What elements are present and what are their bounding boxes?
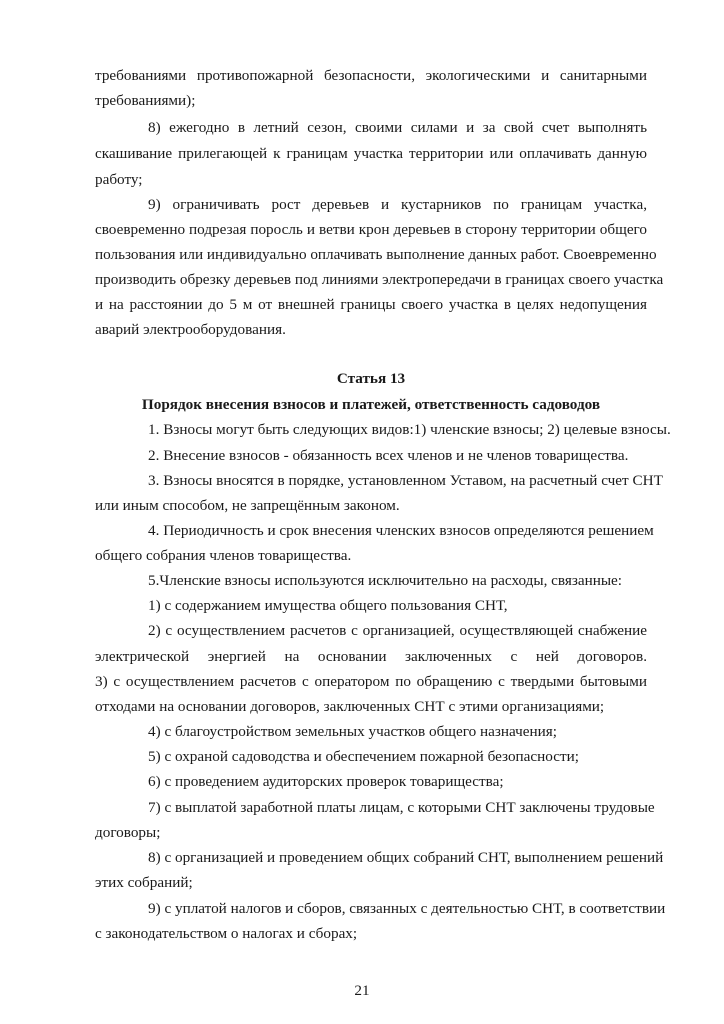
paragraph-line: или иным способом, не запрещённым законом. (95, 497, 400, 514)
paragraph-line: и на расстоянии до 5 м от внешней границы своего участка в целях недопущения (95, 296, 647, 313)
paragraph-line: требованиями противопожарной безопасности, экологическими и санитарными (95, 67, 647, 84)
paragraph-line: скашивание прилегающей к границам участка территории или оплачивать данную (95, 145, 647, 162)
paragraph-line: аварий электрооборудования. (95, 321, 286, 338)
article-title: Статья 13 (336, 370, 406, 387)
list-item-line: 9) с уплатой налогов и сборов, связанных с деятельностью СНТ, в соответствии (148, 900, 666, 917)
list-item-line: 4) с благоустройством земельных участков общего назначения; (148, 723, 557, 740)
paragraph-line: своевременно подрезая поросль и ветви крон деревьев в сторону территории общего (95, 221, 647, 238)
paragraph-line: 5.Членские взносы используются исключительно на расходы, связанные: (148, 572, 623, 589)
list-item-9-line: 9) ограничивать рост деревьев и кустарников по границам участка, (148, 196, 647, 213)
list-item-line: 2) с осуществлением расчетов с организацией, осуществляющей снабжение (148, 622, 647, 639)
paragraph-line: общего собрания членов товарищества. (95, 547, 352, 564)
paragraph-line: 4. Периодичность и срок внесения членских взносов определяются решением (148, 522, 654, 539)
list-item-line: этих собраний; (95, 874, 193, 891)
paragraph-line: требованиями); (95, 92, 196, 109)
list-item-line: 1) с содержанием имущества общего пользования СНТ, (148, 597, 508, 614)
paragraph-line: пользования или индивидуально оплачивать выполнение данных работ. Своевременно (95, 246, 657, 263)
paragraph-line: работу; (95, 171, 143, 188)
list-item-line: электрической энергией на основании заключенных с ней договоров. (95, 648, 647, 665)
list-item-line: с законодательством о налогах и сборах; (95, 925, 358, 942)
list-item-line: 5) с охраной садоводства и обеспечением пожарной безопасности; (148, 748, 579, 765)
paragraph-line: 1. Взносы могут быть следующих видов:1) членские взносы; 2) целевые взносы. (148, 421, 671, 438)
list-item-line: 8) с организацией и проведением общих собраний СНТ, выполнением решений (148, 849, 664, 866)
list-item-line: 6) с проведением аудиторских проверок товарищества; (148, 773, 504, 790)
list-item-line: договоры; (95, 824, 161, 841)
article-subtitle: Порядок внесения взносов и платежей, ответственность садоводов (141, 396, 601, 413)
paragraph-line: 3. Взносы вносятся в порядке, установленном Уставом, на расчетный счет СНТ (148, 472, 663, 489)
list-item-line: 3) с осуществлением расчетов с оператором по обращению с твердыми бытовыми (95, 673, 647, 690)
list-item-8-line: 8) ежегодно в летний сезон, своими силами и за свой счет выполнять (148, 119, 647, 136)
list-item-line: отходами на основании договоров, заключенных СНТ с этими организациями; (95, 698, 605, 715)
list-item-line: 7) с выплатой заработной платы лицам, с которыми СНТ заключены трудовые (148, 799, 655, 816)
paragraph-line: производить обрезку деревьев под линиями электропередачи в границах своего участка (95, 271, 664, 288)
paragraph-line: 2. Внесение взносов - обязанность всех членов и не членов товарищества. (148, 447, 629, 464)
page-number: 21 (354, 982, 370, 999)
